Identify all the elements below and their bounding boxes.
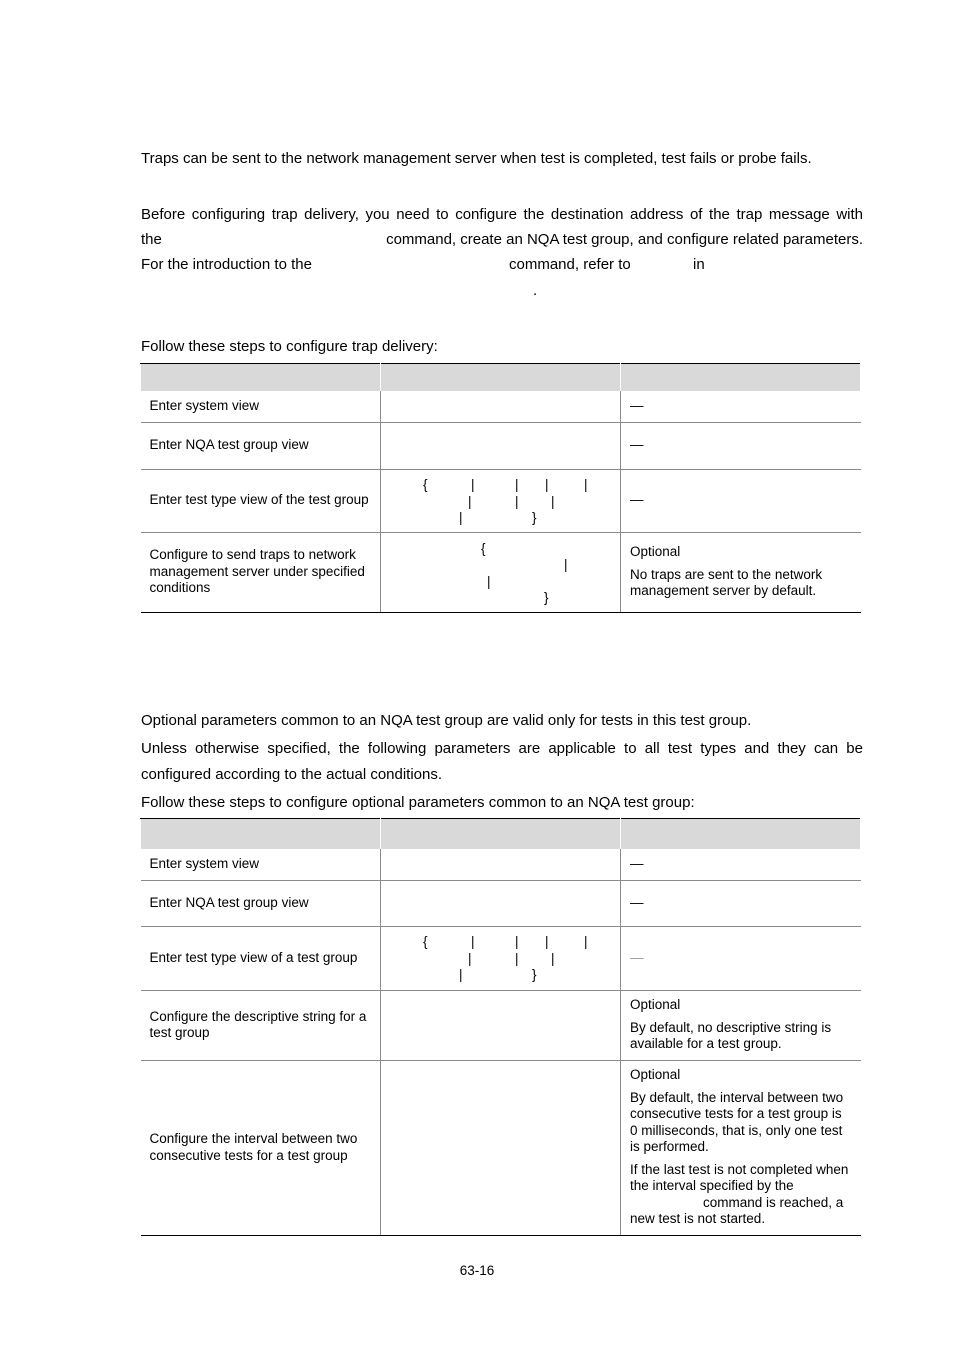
header-cell-remarks: [621, 364, 861, 392]
remarks-cell: —: [621, 469, 861, 532]
prerequisite-line-4: .: [533, 282, 538, 299]
command-cell: [381, 1060, 621, 1235]
pipe-glyph: |: [551, 950, 555, 966]
task-cell: Enter test type view of the test group: [141, 469, 381, 532]
pipe-glyph: |: [545, 476, 549, 492]
task-cell: Enter NQA test group view: [141, 422, 381, 469]
task-cell: Enter system view: [141, 391, 381, 422]
remark-default: No traps are sent to the network management server by default.: [630, 566, 823, 599]
command-cell: [381, 391, 621, 422]
common-params-intro: Optional parameters common to an NQA test group are valid only for tests in this test group.: [141, 712, 752, 729]
header-cell-remarks: [621, 819, 861, 850]
command-syntax: [381, 927, 620, 990]
brace-close-glyph: }: [544, 589, 549, 605]
table-row: [141, 532, 861, 612]
remark-default: By default, the interval between two consecutive tests for a test group is 0 milliseconds, that is, only one test is performed.: [630, 1089, 844, 1155]
trap-intro-paragraph: Traps can be sent to the network management server when test is completed, test fails or probe fails.: [141, 150, 812, 167]
pipe-glyph: |: [487, 573, 491, 589]
remark-optional: Optional: [630, 997, 681, 1013]
table-row: [141, 1060, 861, 1235]
command-cell: [381, 469, 621, 532]
common-params-table: [140, 818, 861, 1236]
pipe-glyph: |: [471, 933, 475, 949]
common-params-applicability: Unless otherwise specified, the following parameters are applicable to all test types and they can be configured according to the actual conditions.: [141, 740, 863, 783]
common-params-steps-intro: Follow these steps to configure optional parameters common to an NQA test group:: [141, 794, 695, 811]
remarks-cell: —: [621, 849, 861, 880]
pipe-glyph: |: [459, 966, 463, 982]
table-row: [141, 926, 861, 990]
brace-close-glyph: }: [532, 966, 537, 982]
remarks-cell: [621, 1060, 861, 1235]
header-cell-command: [381, 364, 621, 392]
task-cell: Configure to send traps to network management server under specified conditions: [141, 532, 381, 612]
pipe-glyph: |: [468, 950, 472, 966]
brace-open-glyph: {: [423, 476, 428, 492]
trap-delivery-table: [140, 363, 861, 613]
table-row: [141, 422, 861, 469]
prerequisite-line-3b: command, refer to: [509, 256, 631, 273]
pipe-glyph: |: [471, 476, 475, 492]
task-cell: Enter system view: [141, 849, 381, 880]
brace-open-glyph: {: [423, 933, 428, 949]
task-cell: Enter NQA test group view: [141, 880, 381, 926]
command-syntax: [381, 470, 620, 532]
remark-optional: Optional: [630, 1067, 681, 1083]
command-syntax: [381, 533, 620, 612]
header-cell-command: [381, 819, 621, 850]
table-row: [141, 469, 861, 532]
prerequisite-line-3c: in: [693, 256, 705, 273]
prerequisite-line-2b: command, create an NQA test group, and configure related parameters.: [386, 231, 863, 248]
table-row: [141, 990, 861, 1060]
remark-optional: Optional: [630, 544, 681, 560]
pipe-glyph: |: [459, 509, 463, 525]
remarks-cell: —: [621, 880, 861, 926]
command-cell: [381, 926, 621, 990]
prerequisite-line-1: Before configuring trap delivery, you need to configure the destination address of the trap message with: [141, 206, 863, 223]
remarks-cell: [621, 990, 861, 1060]
command-cell: [381, 990, 621, 1060]
remark-default: By default, no descriptive string is available for a test group.: [630, 1019, 832, 1052]
table-header-row: [141, 364, 861, 392]
trap-steps-intro: Follow these steps to configure trap delivery:: [141, 338, 438, 355]
command-cell: [381, 422, 621, 469]
header-cell-task: [141, 819, 381, 850]
task-cell: Configure the interval between two consecutive tests for a test group: [141, 1060, 381, 1235]
brace-close-glyph: }: [532, 509, 537, 525]
pipe-glyph: |: [515, 933, 519, 949]
task-cell: Enter test type view of a test group: [141, 926, 381, 990]
remarks-cell: —: [621, 926, 861, 990]
remark-note: [630, 1162, 853, 1228]
page-number: 63-16: [459, 1263, 495, 1278]
pipe-glyph: |: [468, 493, 472, 509]
remark-note-part2: command is reached, a new test is not started.: [630, 1194, 844, 1227]
pipe-glyph: |: [515, 493, 519, 509]
command-cell: [381, 532, 621, 612]
table-header-row: [141, 819, 861, 850]
pipe-glyph: |: [545, 933, 549, 949]
table-row: [141, 391, 861, 422]
pipe-glyph: |: [584, 933, 588, 949]
table-row: [141, 880, 861, 926]
task-cell: Configure the descriptive string for a test group: [141, 990, 381, 1060]
command-cell: [381, 849, 621, 880]
header-cell-task: [141, 364, 381, 392]
pipe-glyph: |: [564, 556, 568, 572]
remarks-cell: [621, 532, 861, 612]
pipe-glyph: |: [515, 476, 519, 492]
remark-note-part1: If the last test is not completed when the interval specified by the: [630, 1161, 849, 1194]
remarks-cell: —: [621, 422, 861, 469]
brace-open-glyph: {: [481, 540, 486, 556]
pipe-glyph: |: [551, 493, 555, 509]
pipe-glyph: |: [515, 950, 519, 966]
pipe-glyph: |: [584, 476, 588, 492]
table-row: [141, 849, 861, 880]
prerequisite-line-3a: For the introduction to the: [141, 256, 312, 273]
command-cell: [381, 880, 621, 926]
prerequisite-line-2a: the: [141, 231, 162, 248]
remarks-cell: —: [621, 391, 861, 422]
